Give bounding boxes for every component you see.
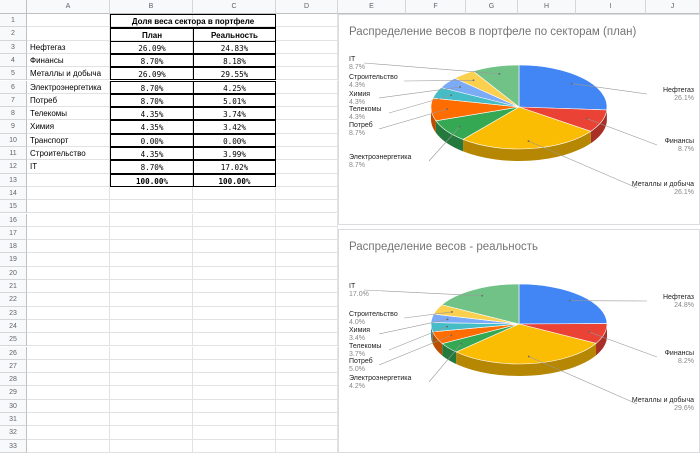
grid-cell[interactable] (276, 81, 338, 94)
leader-dot (499, 73, 501, 75)
grid-cell[interactable] (110, 187, 193, 200)
slice-label: Телекомы (349, 106, 381, 113)
grid-cell[interactable] (27, 333, 110, 346)
row-header-20[interactable]: 20 (0, 267, 27, 280)
row-header-15[interactable]: 15 (0, 200, 27, 213)
sector-name-cell[interactable]: Потреб (27, 94, 110, 107)
grid-cell[interactable] (27, 280, 110, 293)
plan-value-cell[interactable]: 8.70% (110, 160, 194, 173)
slice-percent: 3.4% (349, 335, 365, 342)
row-header-14[interactable]: 14 (0, 187, 27, 200)
row-header-25[interactable]: 25 (0, 333, 27, 346)
grid-cell[interactable] (276, 14, 338, 27)
grid-cell[interactable] (276, 347, 338, 360)
sector-name-cell[interactable]: Химия (27, 120, 110, 133)
grid-cell[interactable] (27, 240, 110, 253)
row-header-18[interactable]: 18 (0, 240, 27, 253)
sector-name-cell[interactable]: Транспорт (27, 134, 110, 147)
plan-pie-chart[interactable] (338, 14, 700, 225)
real-column-header[interactable]: Реальность (193, 28, 276, 42)
leader-dot (481, 295, 483, 297)
grid-cell[interactable] (193, 280, 276, 293)
row-header-21[interactable]: 21 (0, 280, 27, 293)
grid-cell[interactable] (276, 253, 338, 266)
grid-cell[interactable] (110, 240, 193, 253)
leader-dot (571, 83, 573, 85)
plan-value-cell[interactable]: 26.09% (110, 67, 194, 80)
slice-label: Телекомы (349, 343, 381, 350)
grid-cell[interactable] (276, 426, 338, 439)
slice-label: IT (349, 283, 356, 290)
grid-cell[interactable] (193, 360, 276, 373)
grid-cell[interactable] (27, 320, 110, 333)
grid-cell[interactable] (110, 400, 193, 413)
leader-dot (446, 108, 448, 110)
slice-label: Химия (349, 327, 370, 334)
grid-cell[interactable] (276, 293, 338, 306)
leader-dot (528, 140, 530, 142)
grid-cell[interactable] (27, 227, 110, 240)
slice-label: Нефтегаз (663, 294, 694, 301)
grid-cell[interactable] (110, 200, 193, 213)
grid-cell[interactable] (27, 400, 110, 413)
total-plan-cell[interactable]: 100.00% (110, 174, 194, 187)
grid-cell[interactable] (110, 373, 193, 386)
column-header-h[interactable]: H (518, 0, 576, 14)
sector-name-cell[interactable]: Электроэнергетика (27, 81, 110, 94)
grid-cell[interactable] (193, 413, 276, 426)
grid-cell[interactable] (276, 160, 338, 173)
pie-slice-0[interactable] (519, 284, 607, 324)
row-header-6[interactable]: 6 (0, 81, 27, 94)
slice-label: Строительство (349, 311, 398, 318)
grid-cell[interactable] (110, 253, 193, 266)
grid-cell[interactable] (276, 280, 338, 293)
grid-cell[interactable] (110, 227, 193, 240)
grid-cell[interactable] (276, 267, 338, 280)
row-header-5[interactable]: 5 (0, 67, 27, 80)
grid-cell[interactable] (193, 267, 276, 280)
grid-cell[interactable] (27, 413, 110, 426)
sector-name-cell[interactable]: Финансы (27, 54, 110, 67)
grid-cell[interactable] (193, 347, 276, 360)
grid-cell[interactable] (27, 187, 110, 200)
grid-cell[interactable] (110, 333, 193, 346)
grid-cell[interactable] (193, 373, 276, 386)
column-header-e[interactable]: E (338, 0, 406, 14)
real-value-cell[interactable]: 3.74% (193, 107, 276, 120)
grid-cell[interactable] (193, 400, 276, 413)
real-value-cell[interactable]: 3.99% (193, 147, 276, 160)
row-header-3[interactable]: 3 (0, 41, 27, 54)
slice-percent: 8.7% (349, 162, 365, 169)
slice-percent: 3.7% (349, 351, 365, 358)
column-header-d[interactable]: D (276, 0, 338, 14)
slice-percent: 26.1% (674, 189, 694, 196)
real-value-cell[interactable]: 24.83% (193, 41, 276, 54)
slice-percent: 4.3% (349, 99, 365, 106)
row-header-19[interactable]: 19 (0, 253, 27, 266)
plan-value-cell[interactable]: 4.35% (110, 147, 194, 160)
slice-label: Потреб (349, 357, 373, 365)
plan-pie-svg (339, 15, 700, 226)
plan-value-cell[interactable]: 4.35% (110, 120, 194, 133)
row-header-32[interactable]: 32 (0, 426, 27, 439)
grid-cell[interactable] (276, 400, 338, 413)
grid-cell[interactable] (276, 307, 338, 320)
row-header-33[interactable]: 33 (0, 440, 27, 453)
grid-cell[interactable] (110, 347, 193, 360)
slice-label: Финансы (665, 350, 694, 357)
slice-percent: 24.8% (674, 302, 694, 309)
leader-dot (586, 118, 588, 120)
grid-cell[interactable] (193, 307, 276, 320)
slice-label: Финансы (665, 138, 694, 145)
grid-cell[interactable] (276, 413, 338, 426)
slice-percent: 4.3% (349, 114, 365, 121)
row-header-29[interactable]: 29 (0, 386, 27, 399)
real-pie-chart[interactable] (338, 229, 700, 453)
grid-cell[interactable] (27, 200, 110, 213)
slice-label: IT (349, 56, 356, 63)
row-header-11[interactable]: 11 (0, 147, 27, 160)
grid-cell[interactable] (27, 267, 110, 280)
real-value-cell[interactable]: 29.55% (193, 67, 276, 80)
grid-cell[interactable] (27, 307, 110, 320)
slice-percent: 26.1% (674, 95, 694, 102)
leader-dot (459, 126, 461, 128)
grid-cell[interactable] (276, 200, 338, 213)
row-header-23[interactable]: 23 (0, 307, 27, 320)
grid-cell[interactable] (110, 267, 193, 280)
grid-cell[interactable] (276, 214, 338, 227)
plan-value-cell[interactable]: 26.09% (110, 41, 194, 54)
grid-cell[interactable] (276, 94, 338, 107)
leader-dot (451, 311, 453, 313)
grid-cell[interactable] (193, 240, 276, 253)
row-header-31[interactable]: 31 (0, 413, 27, 426)
grid-cell[interactable] (276, 147, 338, 160)
leader-dot (450, 334, 452, 336)
grid-cell[interactable] (276, 240, 338, 253)
grid-cell[interactable] (110, 307, 193, 320)
leader-dot (460, 343, 462, 345)
pie-slice-0[interactable] (519, 65, 607, 110)
grid-cell[interactable] (110, 386, 193, 399)
slice-percent: 29.6% (674, 405, 694, 412)
grid-cell[interactable] (27, 373, 110, 386)
column-header-b[interactable]: B (110, 0, 193, 14)
grid-cell[interactable] (27, 174, 110, 187)
row-header-10[interactable]: 10 (0, 134, 27, 147)
grid-cell[interactable] (276, 174, 338, 187)
sector-name-cell[interactable]: Нефтегаз (27, 41, 110, 54)
slice-percent: 5.0% (349, 366, 365, 373)
slice-label: Строительство (349, 74, 398, 81)
row-header-13[interactable]: 13 (0, 174, 27, 187)
sector-name-cell[interactable]: Металлы и добыча (27, 67, 110, 80)
plan-value-cell[interactable]: 0.00% (110, 134, 194, 147)
select-all-corner[interactable] (0, 0, 27, 14)
sector-name-cell[interactable]: IT (27, 160, 110, 173)
real-value-cell[interactable]: 8.18% (193, 54, 276, 67)
leader-line (529, 357, 637, 404)
grid-cell[interactable] (276, 320, 338, 333)
leader-dot (459, 86, 461, 88)
column-header-i[interactable]: I (576, 0, 646, 14)
grid-cell[interactable] (27, 347, 110, 360)
grid-cell[interactable] (193, 200, 276, 213)
grid-cell[interactable] (110, 320, 193, 333)
grid-cell[interactable] (276, 227, 338, 240)
table-header-cell[interactable]: Доля веса сектора в портфеле (110, 14, 276, 28)
slice-percent: 17.0% (349, 291, 369, 298)
real-value-cell[interactable]: 3.42% (193, 120, 276, 133)
sector-name-cell[interactable]: Телекомы (27, 107, 110, 120)
real-value-cell[interactable]: 0.00% (193, 134, 276, 147)
grid-cell[interactable] (193, 214, 276, 227)
grid-cell[interactable] (193, 386, 276, 399)
grid-cell[interactable] (193, 227, 276, 240)
slice-label: Электроэнергетика (349, 375, 412, 382)
slice-percent: 8.7% (349, 130, 365, 137)
grid-cell[interactable] (276, 41, 338, 54)
leader-dot (446, 326, 448, 328)
row-header-26[interactable]: 26 (0, 347, 27, 360)
total-real-cell[interactable]: 100.00% (193, 174, 276, 187)
row-header-24[interactable]: 24 (0, 320, 27, 333)
grid-cell[interactable] (276, 187, 338, 200)
grid-cell[interactable] (27, 293, 110, 306)
slice-label: Потреб (349, 121, 373, 129)
column-header-a[interactable]: A (27, 0, 110, 14)
plan-chart-title: Распределение весов в портфеле по секторам (план) (349, 26, 636, 38)
real-pie-svg (339, 230, 700, 454)
grid-cell[interactable] (276, 134, 338, 147)
real-value-cell[interactable]: 17.02% (193, 160, 276, 173)
grid-cell[interactable] (27, 14, 110, 27)
grid-cell[interactable] (110, 426, 193, 439)
grid-cell[interactable] (110, 214, 193, 227)
grid-cell[interactable] (193, 333, 276, 346)
grid-cell[interactable] (193, 187, 276, 200)
grid-cell[interactable] (193, 320, 276, 333)
slice-percent: 4.0% (349, 319, 365, 326)
slice-percent: 4.3% (349, 82, 365, 89)
grid-cell[interactable] (27, 27, 110, 40)
slice-label: Химия (349, 91, 370, 98)
plan-value-cell[interactable]: 8.70% (110, 94, 194, 107)
grid-cell[interactable] (110, 293, 193, 306)
grid-cell[interactable] (27, 214, 110, 227)
grid-cell[interactable] (110, 360, 193, 373)
grid-cell[interactable] (27, 440, 110, 453)
leader-dot (569, 300, 571, 302)
grid-cell[interactable] (276, 120, 338, 133)
row-header-1[interactable]: 1 (0, 14, 27, 27)
leader-dot (588, 331, 590, 333)
grid-cell[interactable] (193, 440, 276, 453)
column-header-f[interactable]: F (406, 0, 466, 14)
grid-cell[interactable] (110, 440, 193, 453)
grid-cell[interactable] (276, 107, 338, 120)
slice-percent: 8.2% (678, 358, 694, 365)
leader-line (529, 141, 637, 188)
grid-cell[interactable] (27, 360, 110, 373)
pie-slices (431, 284, 607, 364)
slice-label: Электроэнергетика (349, 154, 412, 161)
plan-value-cell[interactable]: 4.35% (110, 107, 194, 120)
slice-label: Металлы и добыча (632, 396, 694, 404)
row-header-12[interactable]: 12 (0, 160, 27, 173)
grid-cell[interactable] (276, 67, 338, 80)
grid-cell[interactable] (193, 253, 276, 266)
grid-cell[interactable] (110, 413, 193, 426)
grid-cell[interactable] (193, 293, 276, 306)
plan-value-cell[interactable]: 8.70% (110, 81, 194, 94)
leader-dot (450, 94, 452, 96)
leader-dot (528, 356, 530, 358)
column-header-c[interactable]: C (193, 0, 276, 14)
grid-cell[interactable] (27, 426, 110, 439)
grid-cell[interactable] (276, 360, 338, 373)
row-header-8[interactable]: 8 (0, 107, 27, 120)
grid-cell[interactable] (276, 440, 338, 453)
pie-slices (431, 65, 607, 149)
row-header-28[interactable]: 28 (0, 373, 27, 386)
row-header-2[interactable]: 2 (0, 27, 27, 40)
slice-percent: 8.7% (349, 64, 365, 71)
row-header-30[interactable]: 30 (0, 400, 27, 413)
real-chart-title: Распределение весов - реальность (349, 241, 538, 253)
grid-cell[interactable] (110, 280, 193, 293)
grid-cell[interactable] (27, 386, 110, 399)
slice-label: Нефтегаз (663, 87, 694, 94)
plan-column-header[interactable]: План (110, 28, 194, 42)
leader-dot (447, 318, 449, 320)
grid-cell[interactable] (193, 426, 276, 439)
real-value-cell[interactable]: 5.01% (193, 94, 276, 107)
row-header-4[interactable]: 4 (0, 54, 27, 67)
row-header-17[interactable]: 17 (0, 227, 27, 240)
row-header-22[interactable]: 22 (0, 293, 27, 306)
row-header-16[interactable]: 16 (0, 214, 27, 227)
row-header-7[interactable]: 7 (0, 94, 27, 107)
grid-cell[interactable] (27, 253, 110, 266)
grid-cell[interactable] (276, 27, 338, 40)
slice-percent: 4.2% (349, 383, 365, 390)
slice-percent: 8.7% (678, 146, 694, 153)
column-header-g[interactable]: G (466, 0, 518, 14)
grid-cell[interactable] (276, 386, 338, 399)
leader-line (364, 63, 500, 74)
plan-value-cell[interactable]: 8.70% (110, 54, 194, 67)
column-header-j[interactable]: J (646, 0, 700, 14)
grid-cell[interactable] (276, 54, 338, 67)
slice-label: Металлы и добыча (632, 180, 694, 188)
row-header-27[interactable]: 27 (0, 360, 27, 373)
real-value-cell[interactable]: 4.25% (193, 81, 276, 94)
leader-dot (473, 79, 475, 81)
grid-cell[interactable] (276, 373, 338, 386)
grid-cell[interactable] (276, 333, 338, 346)
row-header-9[interactable]: 9 (0, 120, 27, 133)
sector-name-cell[interactable]: Строительство (27, 147, 110, 160)
